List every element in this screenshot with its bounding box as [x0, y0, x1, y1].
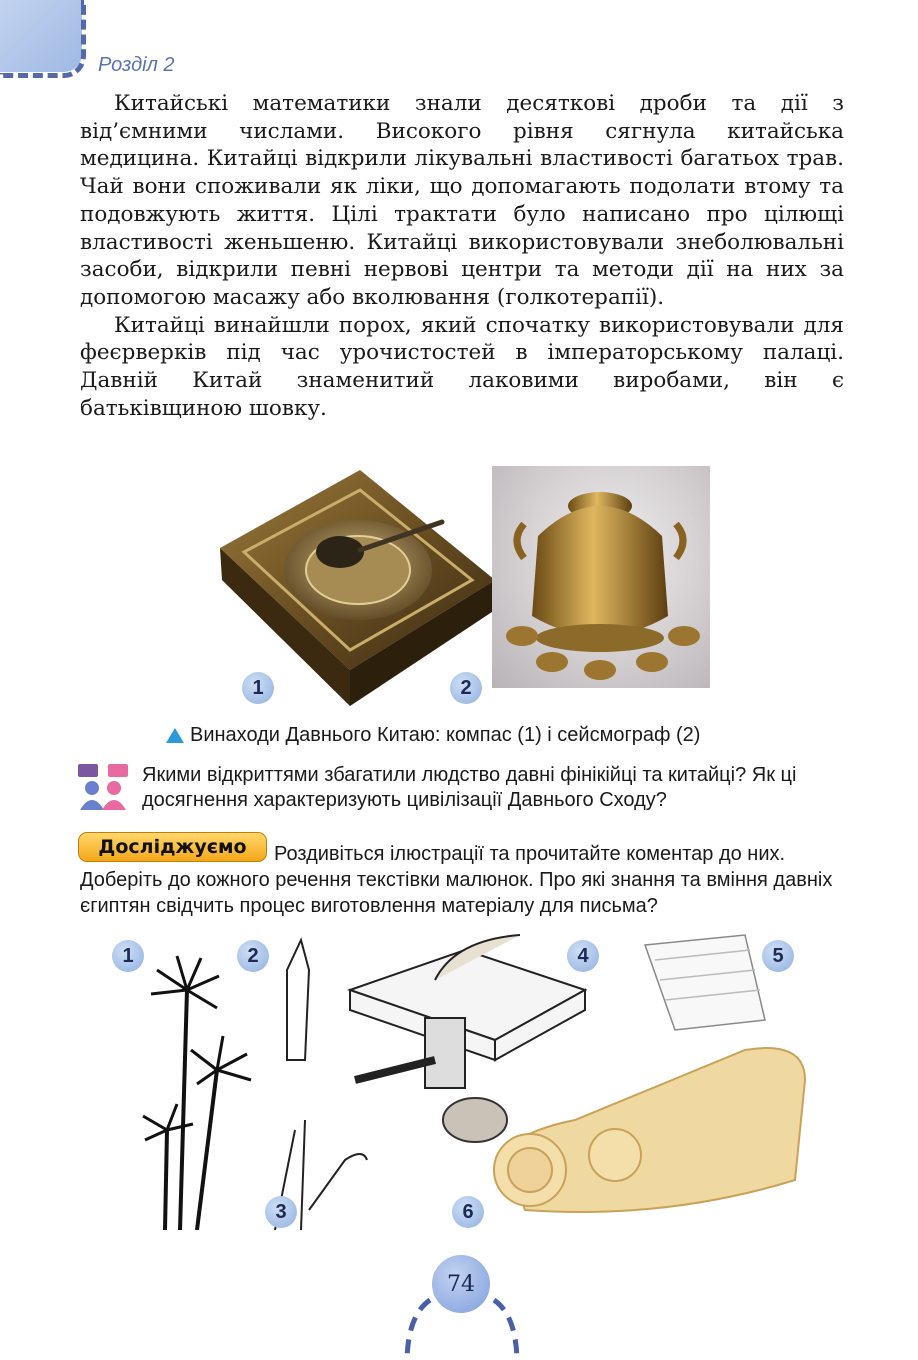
figure-caption: [166, 724, 700, 747]
illus-badge-6: 6: [452, 1196, 484, 1228]
section-label: Розділ 2: [98, 54, 175, 76]
illus-badge-2: 2: [237, 940, 269, 972]
stone-drawing: [443, 1098, 507, 1142]
caption-text: Винаходи Давнього Китаю: компас (1) і сейсмограф (2): [190, 724, 701, 746]
research-badge: Досліджуємо: [78, 832, 267, 862]
seismograph-photo: [492, 466, 710, 688]
papyrus-sheet-drawing: [645, 935, 765, 1030]
research-text: Роздивіться ілюстрації та прочитайте коментар до них. Доберіть до кожного речення текстівки малюнок. Про які знання та вміння давніх єгиптян свідчить процес виготовлення матеріалу для письма?: [80, 843, 833, 917]
page-number: 74: [432, 1255, 490, 1313]
papyrus-illustration: [105, 930, 815, 1230]
illus-badge-3: 3: [265, 1196, 297, 1228]
illus-badge-4: 4: [567, 940, 599, 972]
press-drawing: [350, 935, 585, 1088]
corner-dash-decoration: [0, 0, 86, 78]
compass-photo: [210, 470, 500, 706]
paragraph-2: Китайці винайшли порох, який спочатку використовували для феєрверків під час урочистостей в імператорському палаці. Давній Китай знаменитий лаковими виробами, він є батьківщиною шовку.: [80, 312, 844, 421]
triangle-icon: [166, 728, 184, 743]
illus-badge-1: 1: [112, 940, 144, 972]
papyrus-scrolls-drawing: [494, 1048, 805, 1212]
discussion-people-icon: [78, 762, 130, 810]
page-footer: [402, 1255, 522, 1360]
figure-badge-2: 2: [450, 672, 482, 704]
figure-badge-1: 1: [242, 672, 274, 704]
illus-badge-5: 5: [762, 940, 794, 972]
paragraph-1: Китайські математики знали десяткові дроби та дії з від’ємними числами. Високого рівня сягнула китайська медицина. Китайці відкрили лікувальні властивості багатьох трав. Чай вони споживали як ліки, що допомагають подолати втому та подовжують життя. Цілі трактати було написано про цілющі властивості женьшеню. Китайці використовували знеболювальні засоби, відкрили певні нервові центри та методи дії на них за допомогою масажу або вколювання (голкотерапії).: [80, 91, 844, 310]
papyrus-plant-drawing: [143, 956, 251, 1230]
main-text: [80, 90, 844, 422]
cut-stem-drawing: [275, 940, 367, 1230]
question-text: Якими відкриттями збагатили людство давні фінікійці та китайці? Як ці досягнення характеризують цивілізації Давнього Сходу?: [142, 764, 797, 811]
